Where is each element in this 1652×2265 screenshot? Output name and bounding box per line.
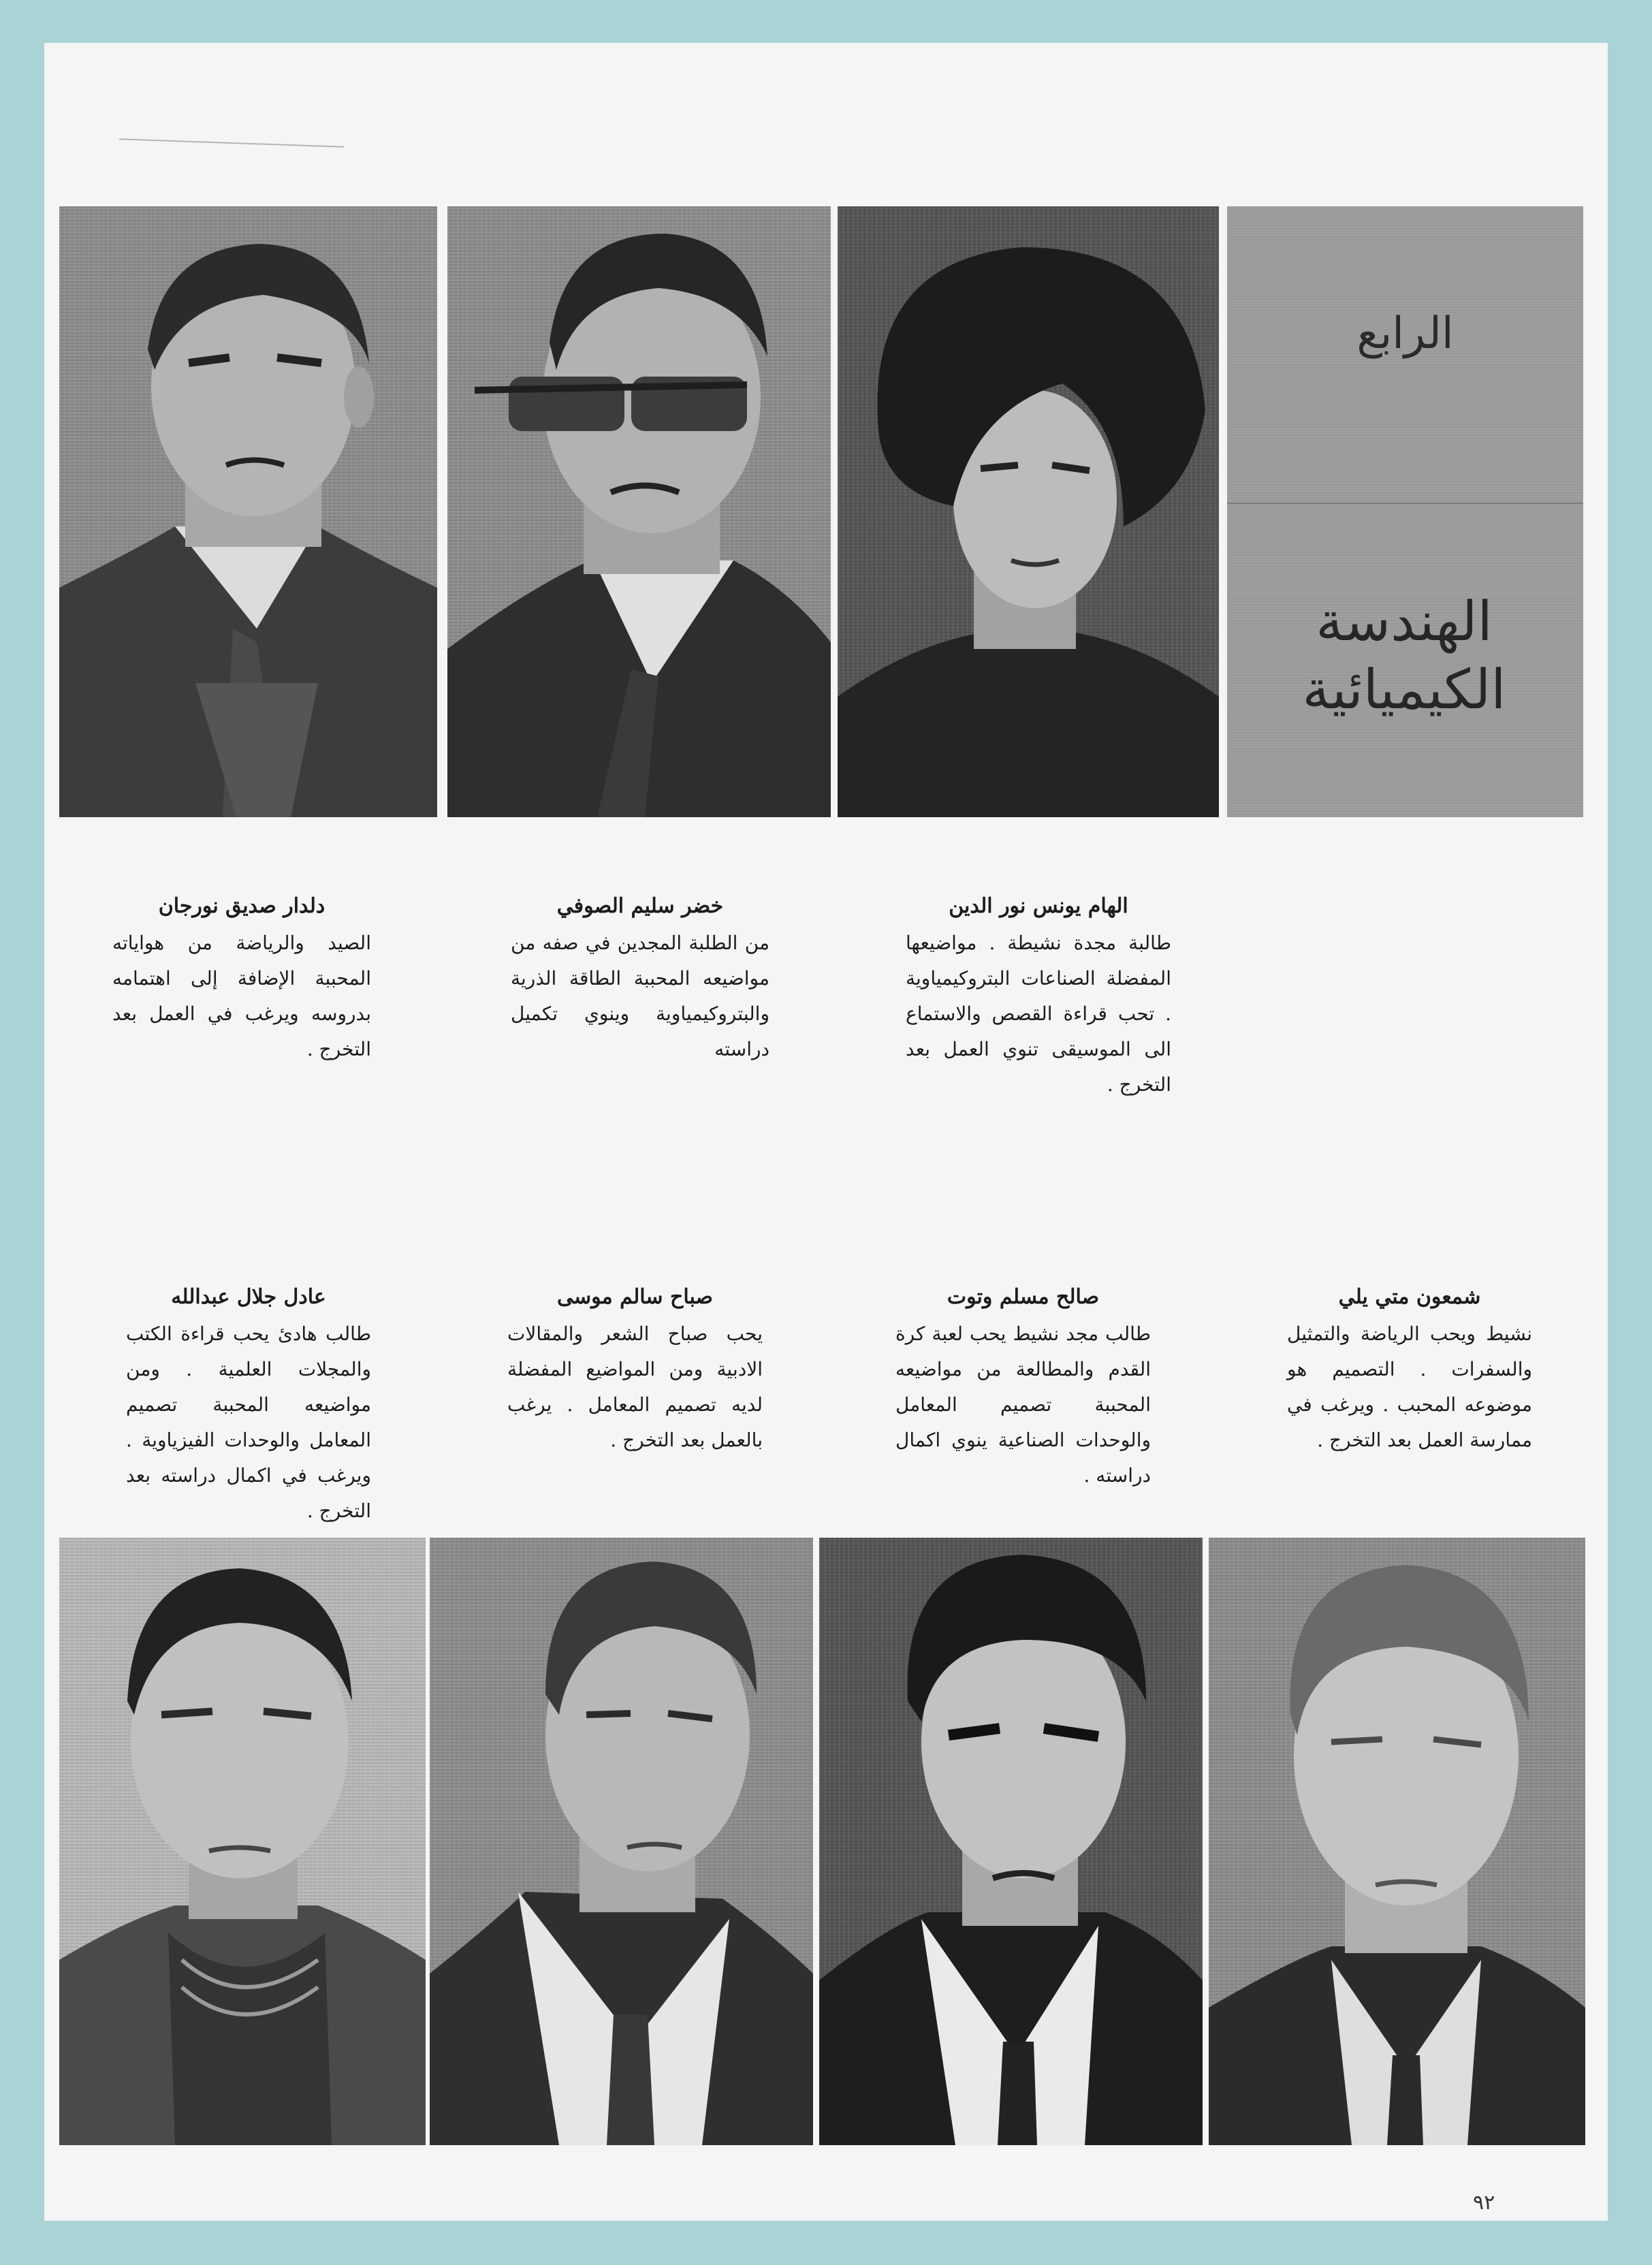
caption-adil bbox=[126, 1280, 371, 1529]
department-title-line2: الكيميائية bbox=[1302, 658, 1506, 721]
student-bio: طالبة مجدة نشيطة . مواضيعها المفضلة الصناعات البتروكيمياوية . تحب قراءة القصص والاستماع الى الموسيقى تنوي العمل بعد التخرج . bbox=[906, 932, 1171, 1096]
student-bio: نشيط ويحب الرياضة والتمثيل والسفرات . التصميم هو موضوعه المحبب . ويرغب في ممارسة العمل بعد التخرج . bbox=[1287, 1322, 1532, 1451]
caption-salih bbox=[895, 1280, 1151, 1493]
student-bio: طالب مجد نشيط يحب لعبة كرة القدم والمطالعة من مواضيعه المحببة تصميم المعامل والوحدات الصناعية ينوي اكمال دراسته . bbox=[895, 1322, 1151, 1487]
title-divider bbox=[1227, 503, 1583, 504]
caption-shamoun bbox=[1287, 1280, 1532, 1458]
student-photo-salih bbox=[819, 1538, 1203, 2145]
student-name: الهام يونس نور الدين bbox=[949, 894, 1128, 918]
department-title bbox=[1254, 588, 1554, 724]
scan-mark bbox=[119, 138, 344, 148]
student-photo-khidr bbox=[447, 206, 831, 817]
section-title-panel bbox=[1227, 206, 1583, 817]
yearbook-page bbox=[44, 43, 1608, 2221]
student-bio: الصيد والرياضة من هواياته المحببة الإضافة إلى اهتمامه بدروسه ويرغب في العمل بعد التخرج . bbox=[112, 932, 371, 1060]
student-bio: يحب صباح الشعر والمقالات الادبية ومن المواضيع المفضلة لديه تصميم المعامل . يرغب بالعمل بعد التخرج . bbox=[507, 1322, 763, 1451]
student-name: صباح سالم موسى bbox=[556, 1285, 713, 1309]
student-photo-adil bbox=[59, 1538, 426, 2145]
student-name: صالح مسلم وتوت bbox=[947, 1285, 1100, 1309]
student-bio: طالب هادئ يحب قراءة الكتب والمجلات العلمية . ومن مواضيعه المحببة تصميم المعامل والوحدات الفيزياوية . ويرغب في اكمال دراسته بعد التخرج . bbox=[126, 1322, 371, 1522]
grade-title: الرابع bbox=[1356, 308, 1454, 359]
caption-ilham bbox=[906, 889, 1171, 1103]
student-name: عادل جلال عبدالله bbox=[171, 1285, 326, 1309]
student-photo-sabah bbox=[430, 1538, 813, 2145]
student-photo-shamoun bbox=[1209, 1538, 1585, 2145]
student-photo-dildar bbox=[59, 206, 437, 817]
student-photo-ilham bbox=[838, 206, 1219, 817]
caption-khidr bbox=[511, 889, 769, 1067]
page-number: ٩٢ bbox=[1473, 2191, 1495, 2215]
student-name: دلدار صديق نورجان bbox=[158, 894, 325, 918]
student-name: شمعون متي يلي bbox=[1338, 1285, 1481, 1309]
department-title-line1: الهندسة bbox=[1316, 590, 1493, 653]
student-name: خضر سليم الصوفي bbox=[556, 894, 724, 918]
caption-dildar bbox=[112, 889, 371, 1067]
caption-sabah bbox=[507, 1280, 763, 1458]
student-bio: من الطلبة المجدين في صفه من مواضيعه المحببة الطاقة الذرية والبتروكيمياوية وينوي تكميل دراسته bbox=[511, 932, 769, 1060]
